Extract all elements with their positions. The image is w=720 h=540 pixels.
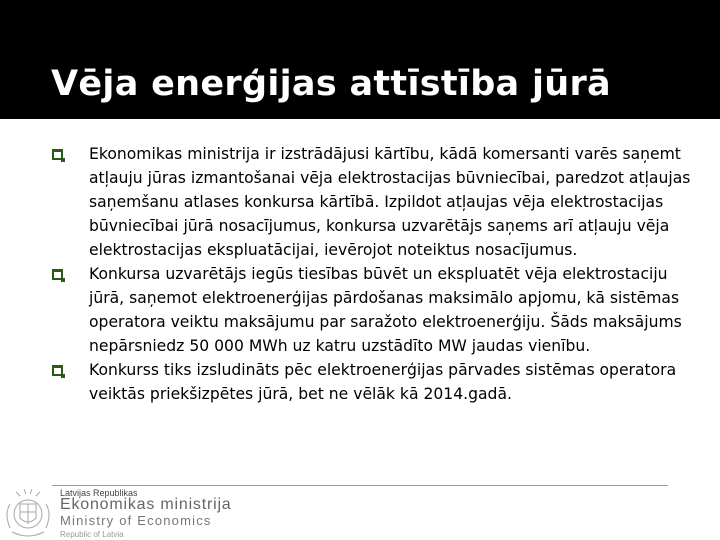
logo-ministry-name-lv: Ekonomikas ministrija <box>60 496 232 513</box>
bullet-text: Konkurss tiks izsludināts pēc elektroenerģijas pārvades sistēmas operatora veiktās priekšizpētes jūrā, bet ne vēlāk kā 2014.gadā. <box>89 361 677 403</box>
bullet-list <box>52 142 692 406</box>
footer-divider <box>52 485 668 486</box>
title-bar <box>0 0 720 119</box>
bullet-text: Ekonomikas ministrija ir izstrādājusi kārtību, kādā komersanti varēs saņemt atļauju jūras izmantošanai vēja elektrostacijas būvniecībai, paredzot atļaujas saņemšanu atlases konkursa kārtībā. Izpildot atļaujas vēja elektrostacijas būvniecībai jūrā nosacījumus, konkursa uzvarētājs saņems arī atļauju vēja elektrostacijas ekspluatācijai, ievērojot noteiktus nosacījumus. <box>89 145 691 259</box>
square-bullet-icon <box>52 269 63 280</box>
square-bullet-icon <box>52 149 63 160</box>
logo-country-label: Latvijas Republikas <box>60 488 138 498</box>
logo-country-label-en: Republic of Latvia <box>60 530 124 539</box>
logo-ministry-name-en: Ministry of Economics <box>60 513 212 528</box>
slide-title: Vēja enerģijas attīstība jūrā <box>51 64 611 104</box>
bullet-text: Konkursa uzvarētājs iegūs tiesības būvēt un ekspluatēt vēja elektrostaciju jūrā, saņemot elektroenerģijas pārdošanas maksimālo apjomu, kā sistēmas operatora veiktu maksājumu par saražoto elektroenerģiju. Šāds maksājums nepārsniedz 50 000 MWh uz katru uzstādīto MW jaudas vienību. <box>89 265 682 355</box>
square-bullet-icon <box>52 365 63 376</box>
bullet-item-3 <box>52 358 692 406</box>
bullet-item-2 <box>52 262 692 358</box>
coat-of-arms-icon <box>2 484 54 540</box>
bullet-item-1 <box>52 142 692 262</box>
